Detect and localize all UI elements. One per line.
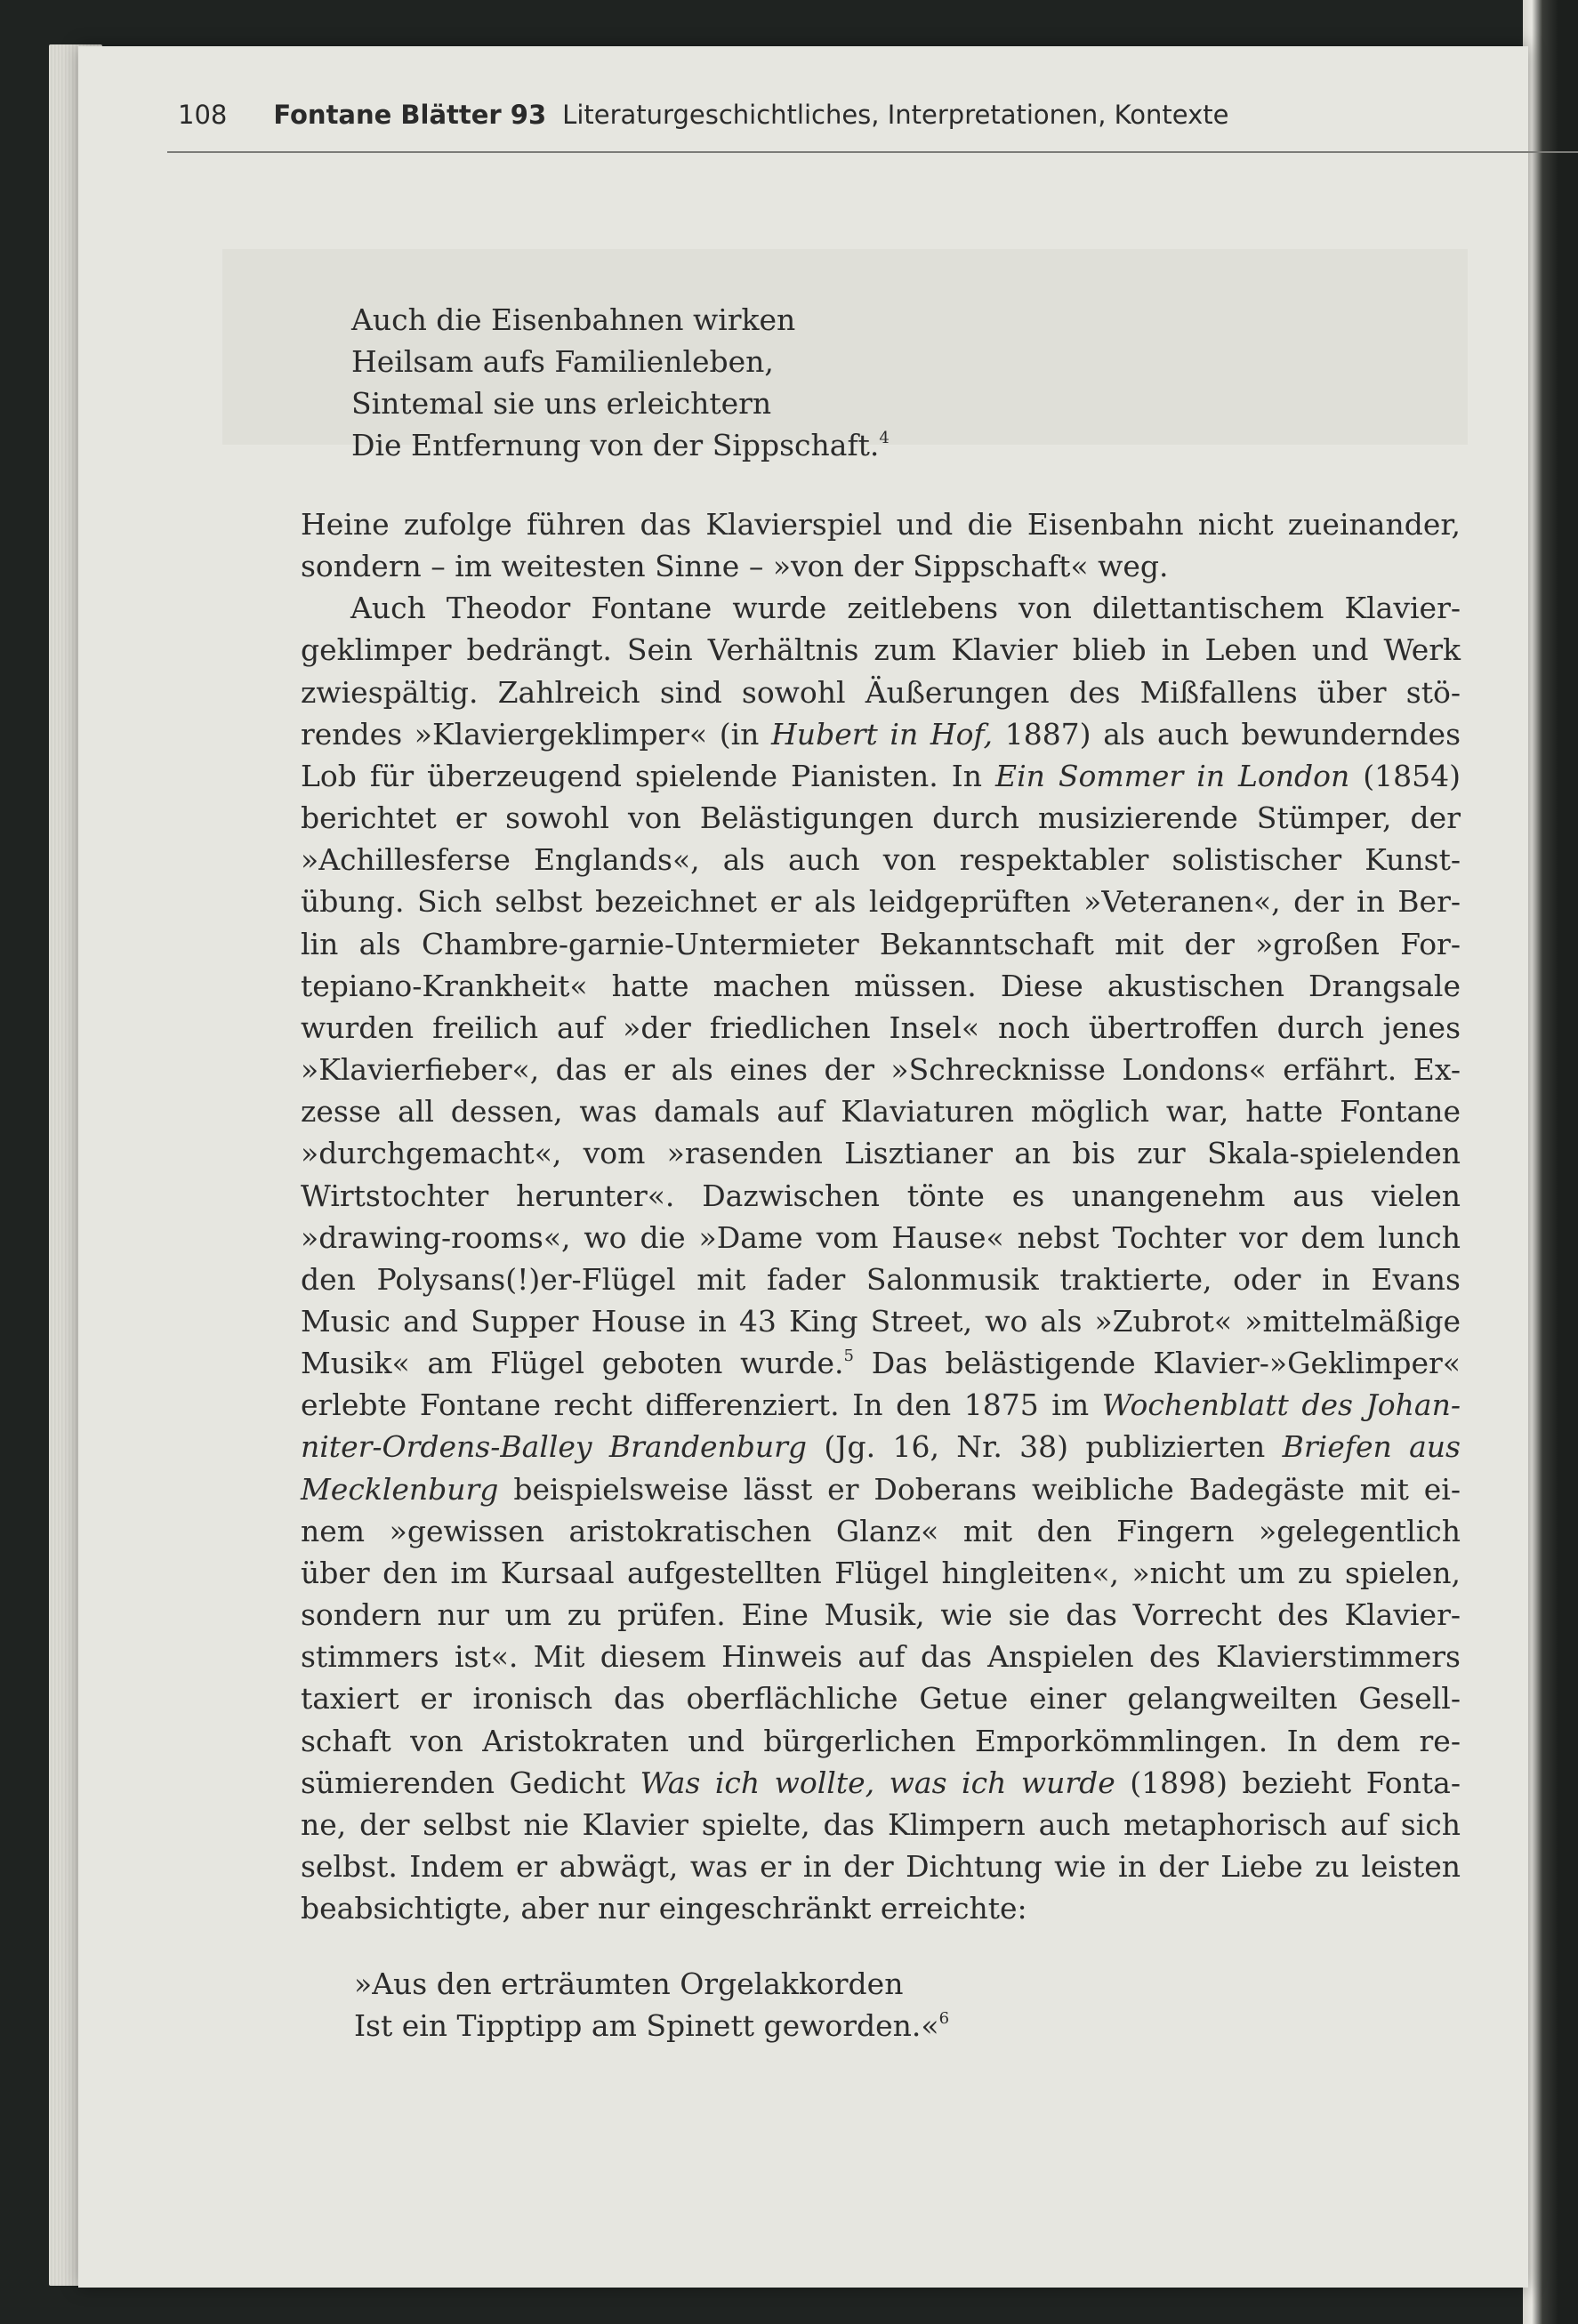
text-line: geklimper bedrängt. Sein Verhältnis zum Klavier blieb in Leben und Werk — [301, 632, 1461, 668]
text-line: tepiano-Krankheit« hatte machen müssen. Diese akustischen Drangsale — [301, 968, 1461, 1003]
verse-line: Heilsam aufs Familienleben, — [351, 344, 774, 379]
verse-line: Die Entfernung von der Sippschaft.$^4$ — [351, 428, 890, 462]
work-title: Mecklenburg — [301, 1471, 499, 1507]
text-line: selbst. Indem er abwägt, was er in der Dichtung wie in der Liebe zu leisten — [301, 1849, 1461, 1884]
text-line: Wirtstochter herunter«. Dazwischen tönte es unangenehm aus vielen — [301, 1178, 1461, 1213]
text-line: zwiespältig. Zahlreich sind sowohl Äußerungen des Mißfallens über stö- — [301, 674, 1461, 710]
text-line: schaft von Aristokraten und bürgerlichen Emporkömmlingen. In dem re- — [301, 1723, 1461, 1758]
page-number: 108 — [178, 100, 228, 130]
quoted-verse-heine — [351, 299, 890, 466]
text-line: Lob für überzeugend spielende Pianisten. In Ein Sommer in London (1854) — [301, 758, 1461, 793]
text-line: erlebte Fontane recht differenziert. In den 1875 im Wochenblatt des Johan- — [301, 1387, 1461, 1423]
text-line: Heine zufolge führen das Klavierspiel und die Eisenbahn nicht zueinander, — [301, 507, 1461, 542]
text-line: den Polysans(!)er-Flügel mit fader Salonmusik traktierte, oder in Evans — [301, 1261, 1461, 1297]
quoted-verse-fontane — [354, 1963, 949, 2047]
text-line: zesse all dessen, was damals auf Klaviaturen möglich war, hatte Fontane — [301, 1094, 1461, 1130]
text-line: Musik« am Flügel geboten wurde.$^5$ Das belästigende Klavier-»Geklimper« — [301, 1346, 1461, 1381]
verse-line: Ist ein Tipptipp am Spinett geworden.«$^6$ — [354, 2008, 950, 2043]
work-title: niter-Ordens-Balley Brandenburg — [301, 1429, 808, 1465]
text-line: niter-Ordens-Balley Brandenburg (Jg. 16, Nr. 38) publizierten Briefen aus — [301, 1429, 1461, 1465]
verse-line: Sintemal sie uns erleichtern — [351, 386, 772, 421]
text-line: Auch Theodor Fontane wurde zeitlebens von dilettantischem Klavier- — [350, 591, 1461, 626]
text-line: stimmers ist«. Mit diesem Hinweis auf das Anspielen des Klavierstimmers — [301, 1639, 1461, 1675]
text-line: Mecklenburg beispielsweise lässt er Doberans weibliche Badegäste mit ei- — [301, 1471, 1461, 1507]
text-line: »Klavierfieber«, das er als eines der »Schrecknisse Londons« erfährt. Ex- — [301, 1052, 1461, 1088]
text-line: sümierenden Gedicht Was ich wollte, was ich wurde (1898) bezieht Fonta- — [301, 1765, 1461, 1800]
text-line: wurden freilich auf »der friedlichen Insel« noch übertroffen durch jenes — [301, 1009, 1461, 1045]
footnote-marker[interactable]: 4 — [879, 429, 890, 447]
work-title: Wochenblatt des Johan- — [1101, 1387, 1461, 1423]
section-title: Literaturgeschichtliches, Interpretationen, Kontexte — [562, 100, 1229, 130]
text-line: ne, der selbst nie Klavier spielte, das Klimpern auch metaphorisch auf sich — [301, 1806, 1461, 1842]
text-line: »drawing-rooms«, wo die »Dame vom Hause« nebst Tochter vor dem lunch — [301, 1219, 1461, 1255]
text-line: berichtet er sowohl von Belästigungen durch musizierende Stümper, der — [301, 800, 1461, 836]
book-spine — [1523, 0, 1578, 2324]
text-line: nem »gewissen aristokratischen Glanz« mit den Fingern »gelegentlich — [301, 1513, 1461, 1548]
text-line: übung. Sich selbst bezeichnet er als leidgeprüften »Veteranen«, der in Ber- — [301, 884, 1461, 920]
text-line: sondern – im weitesten Sinne – »von der Sippschaft« weg. — [301, 549, 1169, 584]
text-line: beabsichtigte, aber nur eingeschränkt erreichte: — [301, 1891, 1027, 1926]
body-paragraphs — [301, 503, 1461, 1929]
text-line: sondern nur um zu prüfen. Eine Musik, wie sie das Vorrecht des Klavier- — [301, 1597, 1461, 1633]
text-line: taxiert er ironisch das oberflächliche Getue einer gelangweilten Gesell- — [301, 1681, 1461, 1717]
text-line: »durchgemacht«, vom »rasenden Lisztianer an bis zur Skala-spielenden — [301, 1136, 1461, 1171]
work-title: Was ich wollte, was ich wurde — [640, 1765, 1115, 1800]
work-title: Hubert in Hof, — [771, 716, 994, 752]
text-line: rendes »Klaviergeklimper« (in Hubert in Hof, 1887) als auch bewunderndes — [301, 716, 1461, 752]
text-line: über den im Kursaal aufgestellten Flügel hingleiten«, »nicht um zu spielen, — [301, 1555, 1461, 1590]
running-header — [178, 100, 1228, 130]
footnote-marker[interactable]: 5 — [843, 1347, 854, 1366]
journal-title: Fontane Blätter 93 — [273, 100, 547, 130]
work-title: Ein Sommer in London — [995, 758, 1350, 793]
verse-line: Auch die Eisenbahnen wirken — [351, 302, 796, 337]
text-line: »Achillesferse Englands«, als auch von respektabler solistischer Kunst- — [301, 842, 1461, 878]
text-line: Music and Supper House in 43 King Street, wo als »Zubrot« »mittelmäßige — [301, 1303, 1461, 1339]
footnote-marker[interactable]: 6 — [938, 2009, 950, 2028]
verse-line: »Aus den erträumten Orgelakkorden — [354, 1966, 904, 2001]
text-line: lin als Chambre-garnie-Untermieter Bekanntschaft mit der »großen For- — [301, 926, 1461, 961]
work-title: Briefen aus — [1282, 1429, 1461, 1465]
header-rule — [167, 151, 1578, 153]
